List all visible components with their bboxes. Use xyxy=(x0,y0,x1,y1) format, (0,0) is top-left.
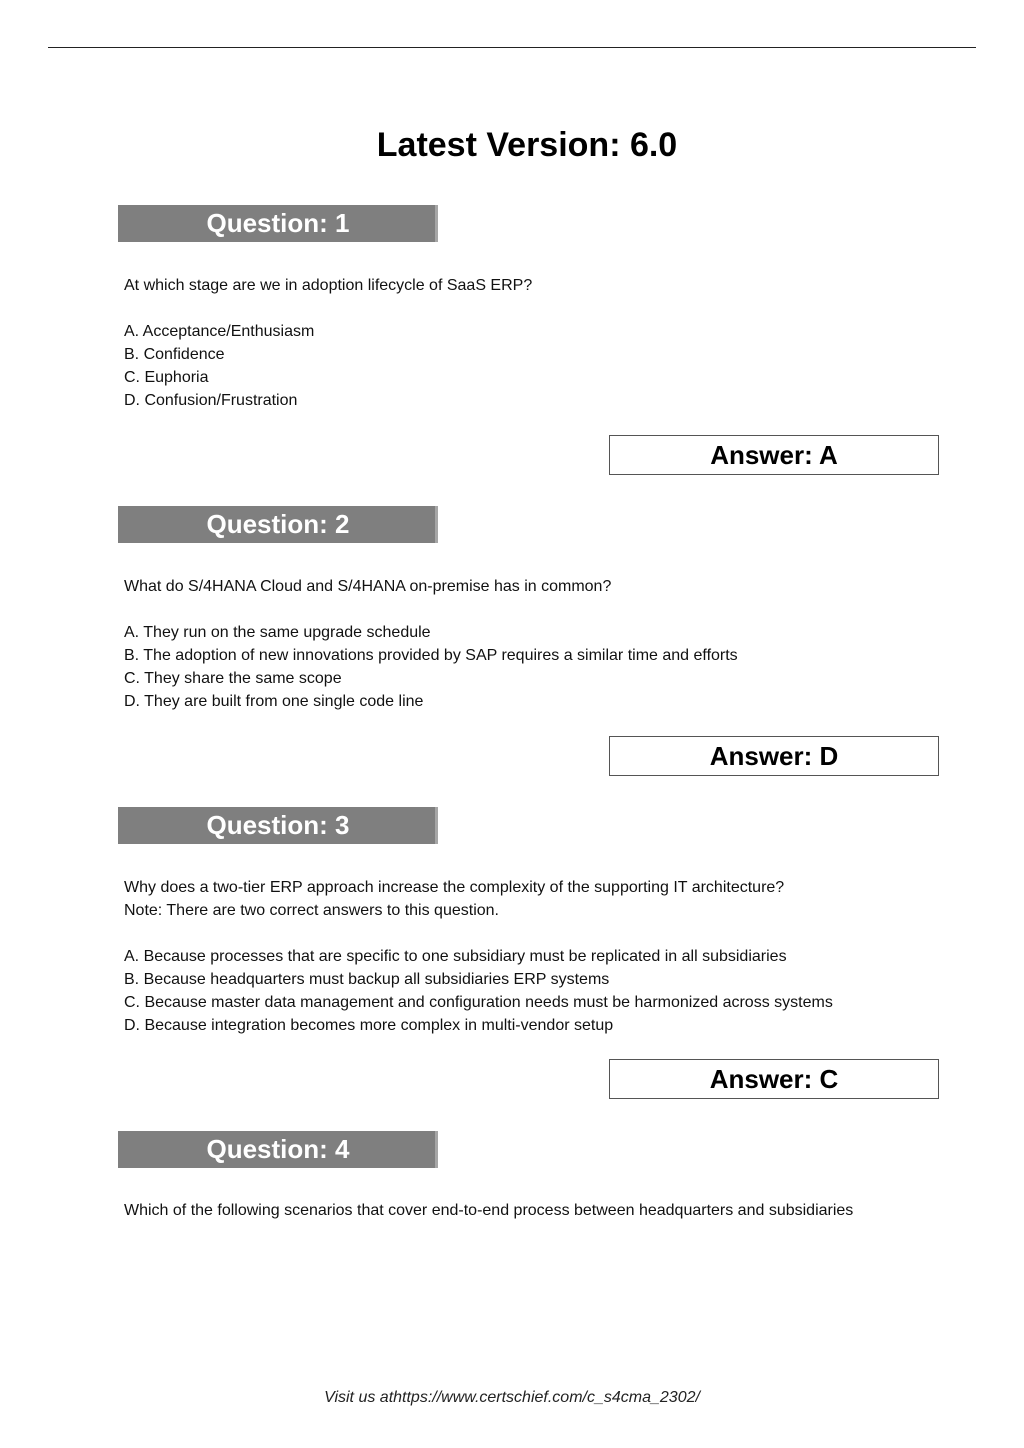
question-3-note: Note: There are two correct answers to this question. xyxy=(124,902,499,919)
question-1-answer-box xyxy=(609,435,939,475)
question-1-option-d: D. Confusion/Frustration xyxy=(124,392,298,409)
question-1-label: Question: 1 xyxy=(206,208,350,238)
question-3-label: Question: 3 xyxy=(206,810,350,840)
header-rule xyxy=(48,47,976,48)
question-2-answer: Answer: D xyxy=(709,741,839,771)
question-1-option-a: A. Acceptance/Enthusiasm xyxy=(124,323,315,340)
question-1-answer: Answer: A xyxy=(710,440,838,470)
question-4-label: Question: 4 xyxy=(206,1134,350,1164)
question-2-option-c: C. They share the same scope xyxy=(124,670,342,687)
question-3-option-d: D. Because integration becomes more complex in multi-vendor setup xyxy=(124,1017,614,1034)
question-4-banner xyxy=(118,1131,438,1168)
question-1-prompt: At which stage are we in adoption lifecycle of SaaS ERP? xyxy=(124,277,533,294)
question-2-option-b: B. The adoption of new innovations provided by SAP requires a similar time and efforts xyxy=(124,647,738,664)
question-3-banner xyxy=(118,807,438,844)
question-2-body xyxy=(124,575,964,713)
question-3-answer: Answer: C xyxy=(709,1064,839,1094)
question-1-body xyxy=(124,274,964,412)
question-4-body xyxy=(124,1199,964,1222)
footer-link-text: Visit us athttps://www.certschief.com/c_s4cma_2302/ xyxy=(324,1389,700,1406)
question-3-body xyxy=(124,876,964,1037)
page-title: Latest Version: 6.0 xyxy=(376,126,678,164)
question-1-option-b: B. Confidence xyxy=(124,346,225,363)
question-2-answer-box xyxy=(609,736,939,776)
question-4-prompt: Which of the following scenarios that cover end-to-end process between headquarters and subsidiaries xyxy=(124,1202,854,1219)
question-3-answer-box xyxy=(609,1059,939,1099)
question-3-option-a: A. Because processes that are specific to one subsidiary must be replicated in all subsidiaries xyxy=(124,948,787,965)
question-2-banner xyxy=(118,506,438,543)
question-3-prompt: Why does a two-tier ERP approach increase the complexity of the supporting IT architecture? xyxy=(124,879,785,896)
question-2-label: Question: 2 xyxy=(206,509,350,539)
question-1-banner xyxy=(118,205,438,242)
question-1-option-c: C. Euphoria xyxy=(124,369,209,386)
question-2-prompt: What do S/4HANA Cloud and S/4HANA on-premise has in common? xyxy=(124,578,612,595)
question-2-option-d: D. They are built from one single code line xyxy=(124,693,424,710)
question-2-option-a: A. They run on the same upgrade schedule xyxy=(124,624,431,641)
question-3-option-b: B. Because headquarters must backup all subsidiaries ERP systems xyxy=(124,971,610,988)
question-3-option-c: C. Because master data management and configuration needs must be harmonized across systems xyxy=(124,994,833,1011)
